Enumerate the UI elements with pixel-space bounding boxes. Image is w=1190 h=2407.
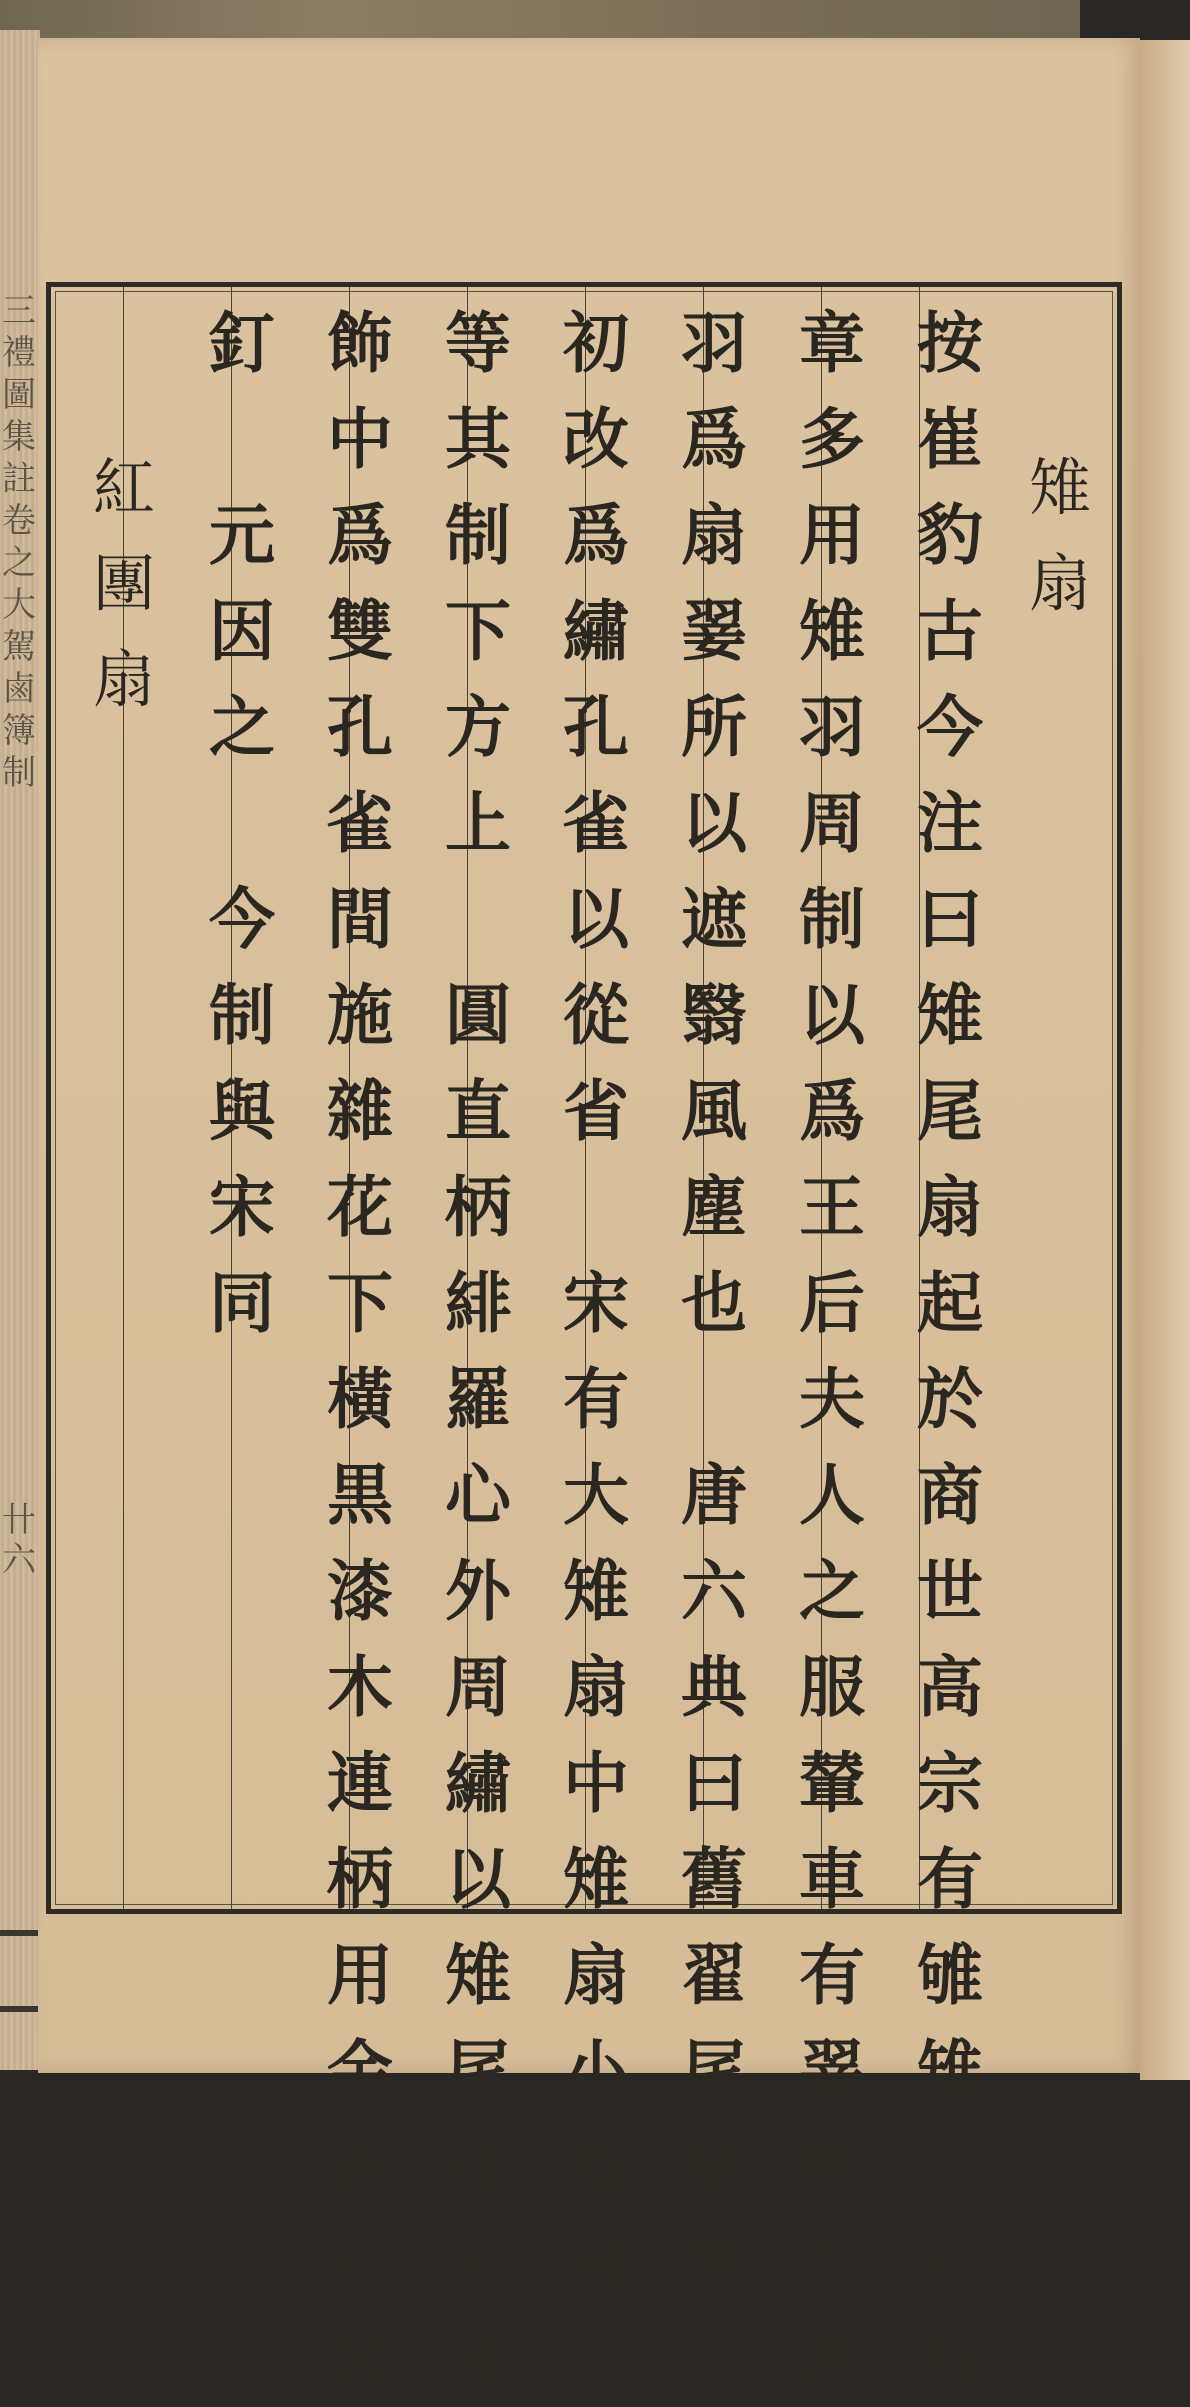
column-char: 扇: [917, 1168, 983, 1246]
column-char: 制: [445, 496, 511, 574]
column-char: 多: [799, 400, 865, 478]
column-char: 爲: [563, 496, 629, 574]
column-char: 元: [681, 2320, 747, 2398]
column-char: 風: [681, 1072, 747, 1150]
column-char: 塵: [681, 1168, 747, 1246]
column-char: 雀: [327, 784, 393, 862]
column-char: 橫: [327, 1360, 393, 1438]
column-char: 圓: [445, 976, 511, 1054]
column-char: 翣: [681, 592, 747, 670]
margin-char: 制: [2, 753, 36, 793]
column-char: 用: [799, 496, 865, 574]
column-char: 直: [445, 1072, 511, 1150]
column-char: 列: [445, 2224, 511, 2302]
column-char: 服: [917, 2320, 983, 2398]
column-char: 服: [799, 1648, 865, 1726]
column-char: 周: [445, 1648, 511, 1726]
column-char: 扇: [681, 496, 747, 574]
column-char: 外: [445, 1552, 511, 1630]
margin-char: 六: [2, 1540, 36, 1580]
column-char: 曰: [681, 1744, 747, 1822]
column-char: 今: [917, 688, 983, 766]
column-char: 之: [799, 1552, 865, 1630]
column-char: 雉: [445, 1936, 511, 2014]
column-char: 王: [799, 1168, 865, 1246]
column-char: 今: [209, 880, 275, 958]
column-char: 木: [327, 1648, 393, 1726]
column-char: 繡: [445, 1744, 511, 1822]
column-char: 豹: [917, 496, 983, 574]
column-char: 三: [563, 2320, 629, 2398]
column-char: 羽: [681, 304, 747, 382]
column-char: 翟: [681, 1936, 747, 2014]
column-char: 方: [445, 688, 511, 766]
column-char: 扇: [1028, 547, 1091, 620]
column-char: 改: [563, 400, 629, 478]
column-char: 釘: [209, 304, 275, 382]
section-heading-xi-shan: [1020, 440, 1100, 632]
column-char: 周: [799, 784, 865, 862]
text-column-2: [792, 295, 872, 2407]
column-char: 中: [327, 400, 393, 478]
book-cover-edge: [0, 0, 1080, 38]
column-char: 心: [445, 1456, 511, 1534]
column-char: 六: [681, 1552, 747, 1630]
column-char: 等: [445, 304, 511, 382]
column-char: 翳: [681, 976, 747, 1054]
column-char: 爲: [327, 496, 393, 574]
column-char: 輦: [799, 1744, 865, 1822]
column-char: 從: [563, 976, 629, 1054]
column-char: 開: [681, 2224, 747, 2302]
column-char: 制: [799, 880, 865, 958]
column-char: 花: [327, 1168, 393, 1246]
margin-char: 三: [2, 291, 36, 331]
column-char: 飾: [327, 304, 393, 382]
column-char: 舊: [681, 1840, 747, 1918]
column-char: 緝: [799, 2320, 865, 2398]
column-char: 同: [209, 1264, 275, 1342]
column-char: 有: [799, 1936, 865, 2014]
section-heading-hong-tuan-shan: [84, 440, 164, 728]
column-char: 雉: [917, 976, 983, 1054]
column-char: 羽: [799, 688, 865, 766]
column-char: 夫: [799, 1360, 865, 1438]
column-char: 爲: [445, 2320, 511, 2398]
column-char: 飾: [799, 2128, 865, 2206]
column-char: 施: [327, 976, 393, 1054]
column-char: 車: [799, 1840, 865, 1918]
column-char: 雉: [917, 2032, 983, 2110]
margin-char: 圖: [2, 375, 36, 415]
column-char: 有: [563, 1360, 629, 1438]
text-column-5: [438, 295, 518, 2407]
column-char: 扇: [563, 2224, 629, 2302]
column-char: 大: [563, 1456, 629, 1534]
column-char: 雜: [327, 1072, 393, 1150]
column-char: 商: [917, 1456, 983, 1534]
column-char: 即: [799, 2224, 865, 2302]
column-char: 世: [917, 1552, 983, 1630]
margin-char: 大: [2, 585, 36, 625]
column-char: 初: [563, 304, 629, 382]
column-char: 扇: [563, 1936, 629, 2014]
column-char: 雉: [563, 1552, 629, 1630]
text-column-7: [202, 295, 282, 1351]
column-char: 翣: [799, 2032, 865, 2110]
column-char: 因: [209, 592, 275, 670]
column-char: 尾: [917, 1072, 983, 1150]
column-char: 扇: [563, 1648, 629, 1726]
column-char: 用: [327, 1936, 393, 2014]
column-char: 孔: [327, 688, 393, 766]
margin-char: 鹵: [2, 669, 36, 709]
column-char: 小: [563, 2032, 629, 2110]
column-char: 漆: [327, 1552, 393, 1630]
column-char: 之: [917, 2128, 983, 2206]
column-char: 與: [209, 1072, 275, 1150]
margin-char: 卄: [2, 1500, 36, 1540]
column-char: 尾: [681, 2032, 747, 2110]
column-char: 其: [445, 400, 511, 478]
column-char: 雉: [563, 2128, 629, 2206]
column-char: 金: [327, 2032, 393, 2110]
column-char: 也: [681, 1264, 747, 1342]
column-char: 省: [563, 1072, 629, 1150]
column-char: 尾: [445, 2032, 511, 2110]
column-char: 繡: [563, 592, 629, 670]
column-char: 以: [681, 784, 747, 862]
margin-title: [0, 290, 38, 794]
column-char: 制: [209, 976, 275, 1054]
column-char: 雊: [917, 1936, 983, 2014]
column-char: 上: [445, 784, 511, 862]
column-char: 裝: [327, 2320, 393, 2398]
margin-folio: [0, 1500, 38, 1580]
column-char: 紅: [92, 451, 155, 524]
column-char: 下: [327, 1264, 393, 1342]
column-char: 按: [917, 304, 983, 382]
column-char: 雉: [1028, 451, 1091, 524]
column-char: 於: [917, 1360, 983, 1438]
text-column-6: [320, 295, 400, 2407]
margin-char: 駕: [2, 627, 36, 667]
column-char: 團: [92, 547, 155, 620]
column-char: 雀: [563, 784, 629, 862]
column-char: 爲: [681, 400, 747, 478]
column-char: 緋: [445, 1264, 511, 1342]
column-char: 宗: [917, 1744, 983, 1822]
column-char: 遮: [681, 880, 747, 958]
column-char: 章: [799, 304, 865, 382]
column-char: 起: [917, 1264, 983, 1342]
column-char: 黒: [327, 1456, 393, 1534]
column-char: 典: [681, 1648, 747, 1726]
column-char: 以: [445, 1840, 511, 1918]
column-char: 所: [681, 688, 747, 766]
column-char: 注: [917, 784, 983, 862]
column-char: 扇: [681, 2128, 747, 2206]
column-char: 爲: [799, 1072, 865, 1150]
column-char: 連: [327, 1744, 393, 1822]
column-char: 中: [563, 1744, 629, 1822]
column-char: 元: [209, 496, 275, 574]
column-char: 曰: [917, 880, 983, 958]
column-char: 銅: [327, 2128, 393, 2206]
column-char: 柄: [327, 1840, 393, 1918]
column-char: 下: [445, 592, 511, 670]
column-char: 宋: [209, 1168, 275, 1246]
margin-char: 集: [2, 417, 36, 457]
column-char: 排: [445, 2128, 511, 2206]
margin-char: 註: [2, 459, 36, 499]
column-char: 人: [799, 1456, 865, 1534]
column-char: 之: [209, 688, 275, 766]
column-char: 祥: [917, 2224, 983, 2302]
column-char: 雉: [563, 1840, 629, 1918]
column-char: 羅: [445, 1360, 511, 1438]
column-char: 有: [917, 1840, 983, 1918]
margin-char: 簿: [2, 711, 36, 751]
column-char: 雙: [327, 592, 393, 670]
column-char: 孔: [563, 688, 629, 766]
column-char: 柄: [445, 1168, 511, 1246]
column-char: 雉: [799, 592, 865, 670]
margin-char: 禮: [2, 333, 36, 373]
text-column-1: [910, 295, 990, 2407]
margin-char: 之: [2, 543, 36, 583]
next-page-edge: [1140, 40, 1190, 2080]
column-char: 崔: [917, 400, 983, 478]
column-char: 間: [327, 880, 393, 958]
column-char: 唐: [681, 1456, 747, 1534]
text-column-3: [674, 295, 754, 2407]
column-char: 古: [917, 592, 983, 670]
column-char: 高: [917, 1648, 983, 1726]
column-char: 后: [799, 1264, 865, 1342]
column-char: 扇: [92, 643, 155, 716]
column-char: 花: [327, 2224, 393, 2302]
column-char: 以: [563, 880, 629, 958]
text-column-4: [556, 295, 636, 2407]
column-char: 宋: [563, 1264, 629, 1342]
margin-char: 卷: [2, 501, 36, 541]
column-char: 以: [799, 976, 865, 1054]
